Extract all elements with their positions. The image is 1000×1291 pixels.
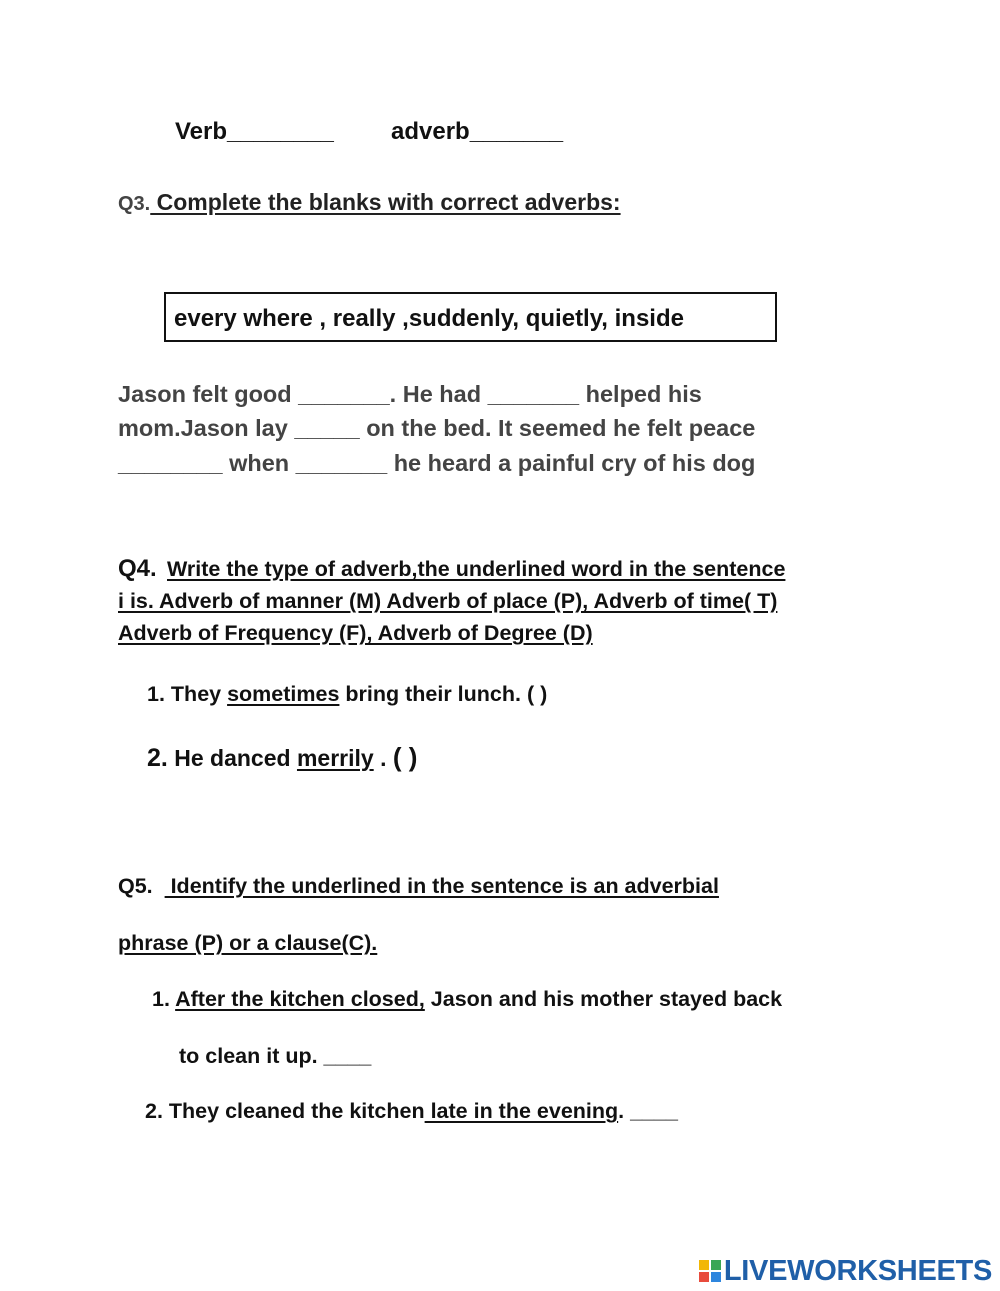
q5-number: Q5. — [118, 874, 153, 898]
logo-text: LIVEWORKSHEETS — [723, 1254, 992, 1287]
word-bank-box — [164, 292, 777, 342]
item-number: 2. — [147, 744, 168, 772]
item-number: 1. — [147, 682, 165, 706]
item-number: 2. — [145, 1099, 163, 1123]
verb-blank-line: Verb________ — [175, 118, 334, 145]
item-text-post: Jason and his mother stayed back — [424, 987, 783, 1011]
q4-item-2 — [147, 742, 417, 773]
underlined-word: sometimes — [227, 682, 340, 706]
item-text-pre: He danced — [167, 745, 297, 771]
word-bank-text: every where , really ,suddenly, quietly, inside — [174, 305, 684, 332]
answer-parentheses: ( ) — [392, 742, 418, 772]
item-text-pre: They — [170, 682, 228, 706]
q4-prompt-line-2: i is. Adverb of manner (M) Adverb of place (P), Adverb of time( T) — [118, 589, 778, 613]
item-text-pre: They cleaned the kitchen — [162, 1099, 425, 1123]
q5-item-1 — [152, 987, 782, 1012]
item-text-post: bring their lunch. ( ) — [339, 682, 548, 706]
logo-block — [699, 1260, 709, 1270]
q3-number: Q3. — [118, 193, 151, 215]
q3-prompt: Complete the blanks with correct adverbs: — [150, 189, 621, 215]
q4-prompt-line-1: Write the type of adverb,the underlined word in the sentence — [167, 557, 786, 581]
item-text-post: . — [373, 745, 393, 771]
logo-block — [711, 1272, 721, 1282]
item-number: 1. — [152, 987, 170, 1011]
logo-blocks-icon — [699, 1260, 721, 1282]
logo-block — [699, 1272, 709, 1282]
q5-heading — [118, 874, 719, 899]
q4-prompt-line-3: Adverb of Frequency (F), Adverb of Degree (D) — [118, 621, 593, 645]
adverb-blank-line: adverb_______ — [391, 118, 564, 145]
q5-item-1-continuation: to clean it up. ____ — [179, 1044, 372, 1068]
item-text-post: . ____ — [618, 1099, 678, 1123]
q3-heading — [118, 189, 621, 216]
q5-prompt-line-1: Identify the underlined in the sentence is an adverbial — [164, 874, 719, 898]
underlined-phrase: late in the evening — [424, 1099, 619, 1123]
q4-item-1 — [147, 682, 547, 707]
q4-number: Q4. — [118, 555, 157, 582]
q3-paragraph-line-3: ________ when _______ he heard a painful cry of his dog — [118, 450, 756, 476]
q5-item-2 — [145, 1099, 678, 1124]
q3-paragraph-line-2: mom.Jason lay _____ on the bed. It seemed he felt peace — [118, 415, 756, 441]
q3-paragraph-line-1: Jason felt good _______. He had _______ helped his — [118, 381, 702, 407]
underlined-clause: After the kitchen closed, — [175, 987, 425, 1011]
logo-block — [711, 1260, 721, 1270]
liveworksheets-logo — [699, 1255, 992, 1287]
q5-prompt-line-2: phrase (P) or a clause(C). — [118, 931, 378, 955]
underlined-word: merrily — [296, 745, 374, 771]
